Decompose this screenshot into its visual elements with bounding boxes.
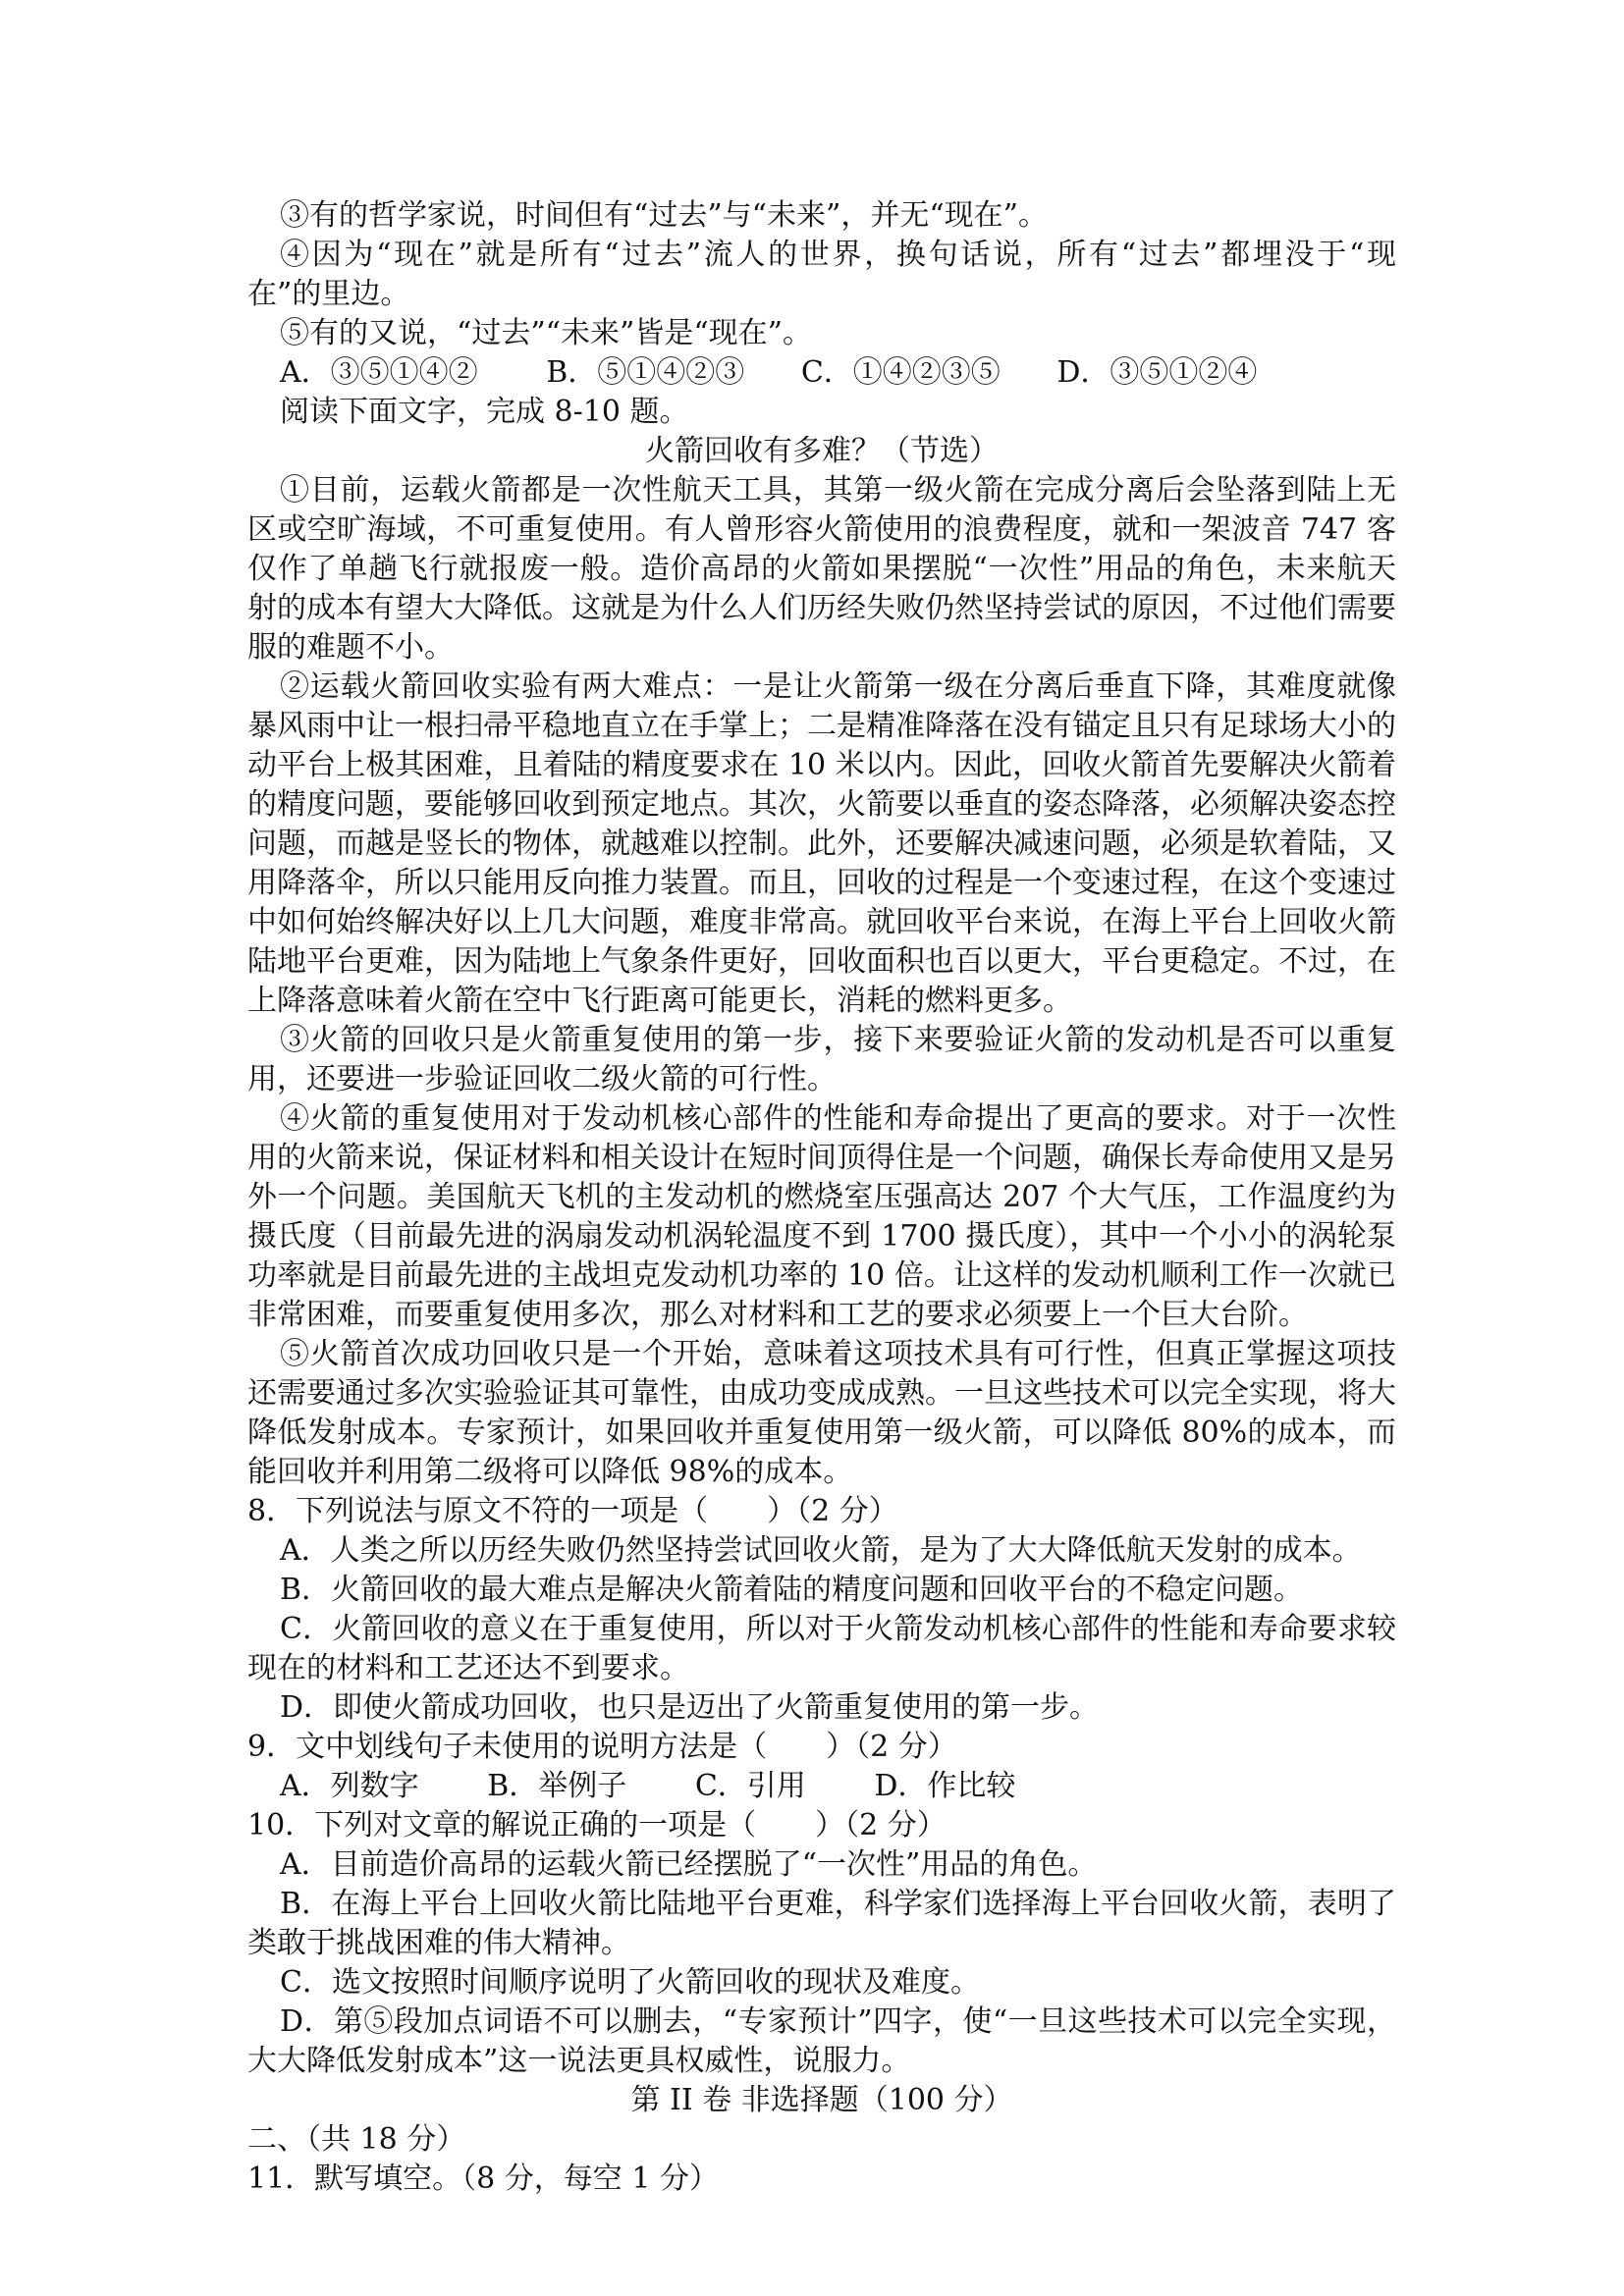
q10-option-d-line2: 大大降低发射成本”这一说法更具权威性，说服力。 [247,2044,911,2078]
q10-option-c: C．选文按照时间顺序说明了火箭回收的现状及难度。 [280,1965,980,2000]
article-line: 动平台上极其困难，且着陆的精度要求在 10 米以内。因此，回收火箭首先要解决火箭着 [247,748,1396,782]
q11-stem: 11．默写填空。（8 分，每空 1 分） [247,2162,719,2196]
q8-option-c-line1: C．火箭回收的意义在于重复使用，所以对于火箭发动机核心部件的性能和寿命要求较 [280,1612,1396,1646]
q9-option-c: C．引用 [694,1769,806,1803]
section-heading: 二、（共 18 分） [247,2122,466,2157]
q7-option-a: A．③⑤①④② [280,355,478,390]
article-line: 中如何始终解决好以上几大问题，难度非常高。就回收平台来说，在海上平台上回收火箭 [247,905,1396,939]
article-line: 用，还要进一步验证回收二级火箭的可行性。 [247,1062,837,1096]
article-line: ④火箭的重复使用对于发动机核心部件的性能和寿命提出了更高的要求。对于一次性 [280,1101,1396,1136]
article-line: 降低发射成本。专家预计，如果回收并重复使用第一级火箭，可以降低 80%的成本，而 [247,1415,1396,1450]
article-line: 外一个问题。美国航天飞机的主发动机的燃烧室压强高达 207 个大气压，工作温度约为 [247,1180,1396,1214]
q9-option-a: A．列数字 [280,1769,419,1803]
sentence-4-line1: ④因为“现在”就是所有“过去”流人的世界，换句话说，所有“过去”都埋没于“现 [280,238,1396,272]
q10-option-a: A．目前造价高昂的运载火箭已经摆脱了“一次性”用品的角色。 [280,1847,1098,1882]
q7-option-b: B．⑤①④②③ [546,355,745,390]
q10-option-b-line1: B．在海上平台上回收火箭比陆地平台更难，科学家们选择海上平台回收火箭，表明了 [280,1887,1396,1921]
article-line: 服的难题不小。 [247,630,454,665]
article-line: 摄氏度（目前最先进的涡扇发动机涡轮温度不到 1700 摄氏度），其中一个小小的涡轮泵 [247,1219,1396,1254]
q8-option-d: D．即使火箭成功回收，也只是迈出了火箭重复使用的第一步。 [280,1690,1100,1725]
article-line: ②运载火箭回收实验有两大难点：一是让火箭第一级在分离后垂直下降，其难度就像 [280,669,1396,704]
article-line: 功率就是目前最先进的主战坦克发动机功率的 10 倍。让这样的发动机顺利工作一次就已 [247,1258,1396,1293]
article-line: 用的火箭来说，保证材料和相关设计在短时间顶得住是一个问题，确保长寿命使用又是另 [247,1141,1396,1175]
article-line: 问题，而越是竖长的物体，就越难以控制。此外，还要解决减速问题，必须是软着陆，又 [247,827,1396,861]
sentence-5: ⑤有的又说，“过去”“未来”皆是“现在”。 [280,316,813,350]
reading-instruction: 阅读下面文字，完成 8-10 题。 [280,395,689,429]
q8-option-a: A．人类之所以历经失败仍然坚持尝试回收火箭，是为了大大降低航天发射的成本。 [280,1533,1362,1568]
q9-options [280,1767,1396,1806]
article-line: 能回收并利用第二级将可以降低 98%的成本。 [247,1455,853,1489]
q8-stem: 8．下列说法与原文不符的一项是（ ）（2 分） [247,1494,898,1528]
article-line: 上降落意味着火箭在空中飞行距离可能更长，消耗的燃料更多。 [247,984,1072,1018]
article-line: 还需要通过多次实验验证其可靠性，由成功变成成熟。一旦这些技术可以完全实现，将大 [247,1376,1396,1411]
article-line: 用降落伞，所以只能用反向推力装置。而且，回收的过程是一个变速过程，在这个变速过 [247,866,1396,900]
article-line: 陆地平台更难，因为陆地上气象条件更好，回收面积也百以更大，平台更稳定。不过，在 [247,944,1396,979]
sentence-3: ③有的哲学家说，时间但有“过去”与“未来”，并无“现在”。 [280,198,1049,233]
q9-stem: 9．文中划线句子未使用的说明方法是（ ）（2 分） [247,1730,957,1764]
article-line: 射的成本有望大大降低。这就是为什么人们历经失败仍然坚持尝试的原因，不过他们需要 [247,591,1396,625]
sentence-4-line2: 在”的里边。 [247,277,410,311]
article-line: ①目前，运载火箭都是一次性航天工具，其第一级火箭在完成分离后会坠落到陆上无 [280,473,1396,507]
article-line: 的精度问题，要能够回收到预定地点。其次，火箭要以垂直的姿态降落，必须解决姿态控 [247,787,1396,822]
q9-option-d: D．作比较 [874,1769,1016,1803]
q7-option-d: D．③⑤①②④ [1056,355,1258,390]
article-line: 暴风雨中让一根扫帚平稳地直立在手掌上；二是精准降落在没有锚定且只有足球场大小的 [247,709,1396,743]
q10-stem: 10．下列对文章的解说正确的一项是（ ）（2 分） [247,1808,947,1842]
article-line: ③火箭的回收只是火箭重复使用的第一步，接下来要验证火箭的发动机是否可以重复 [280,1023,1396,1057]
article-line: 仅作了单趟飞行就报废一般。造价高昂的火箭如果摆脱“一次性”用品的角色，未来航天 [247,552,1396,586]
q8-option-c-line2: 现在的材料和工艺还达不到要求。 [247,1651,689,1685]
q10-option-b-line2: 类敢于挑战困难的伟大精神。 [247,1926,630,1960]
q7-options [280,353,1396,393]
q7-option-c: C．①④②③⑤ [800,355,1001,390]
article-line: 非常困难，而要重复使用多次，那么对材料和工艺的要求必须要上一个巨大台阶。 [247,1298,1308,1332]
q10-option-d-line1: D．第⑤段加点词语不可以删去，“专家预计”四字，使“一旦这些技术可以完全实现， [280,2004,1396,2039]
q8-option-b: B．火箭回收的最大难点是解决火箭着陆的精度问题和回收平台的不稳定问题。 [280,1573,1304,1607]
article-line: ⑤火箭首次成功回收只是一个开始，意味着这项技术具有可行性，但真正掌握这项技 [280,1337,1396,1371]
article-line: 区或空旷海域，不可重复使用。有人曾形容火箭使用的浪费程度，就和一架波音 747 客 [247,512,1396,547]
q9-option-b: B．举例子 [487,1769,627,1803]
part2-title: 第 II 卷 非选择题（100 分） [630,2083,1013,2117]
article-title: 火箭回收有多难？（节选） [645,434,999,468]
